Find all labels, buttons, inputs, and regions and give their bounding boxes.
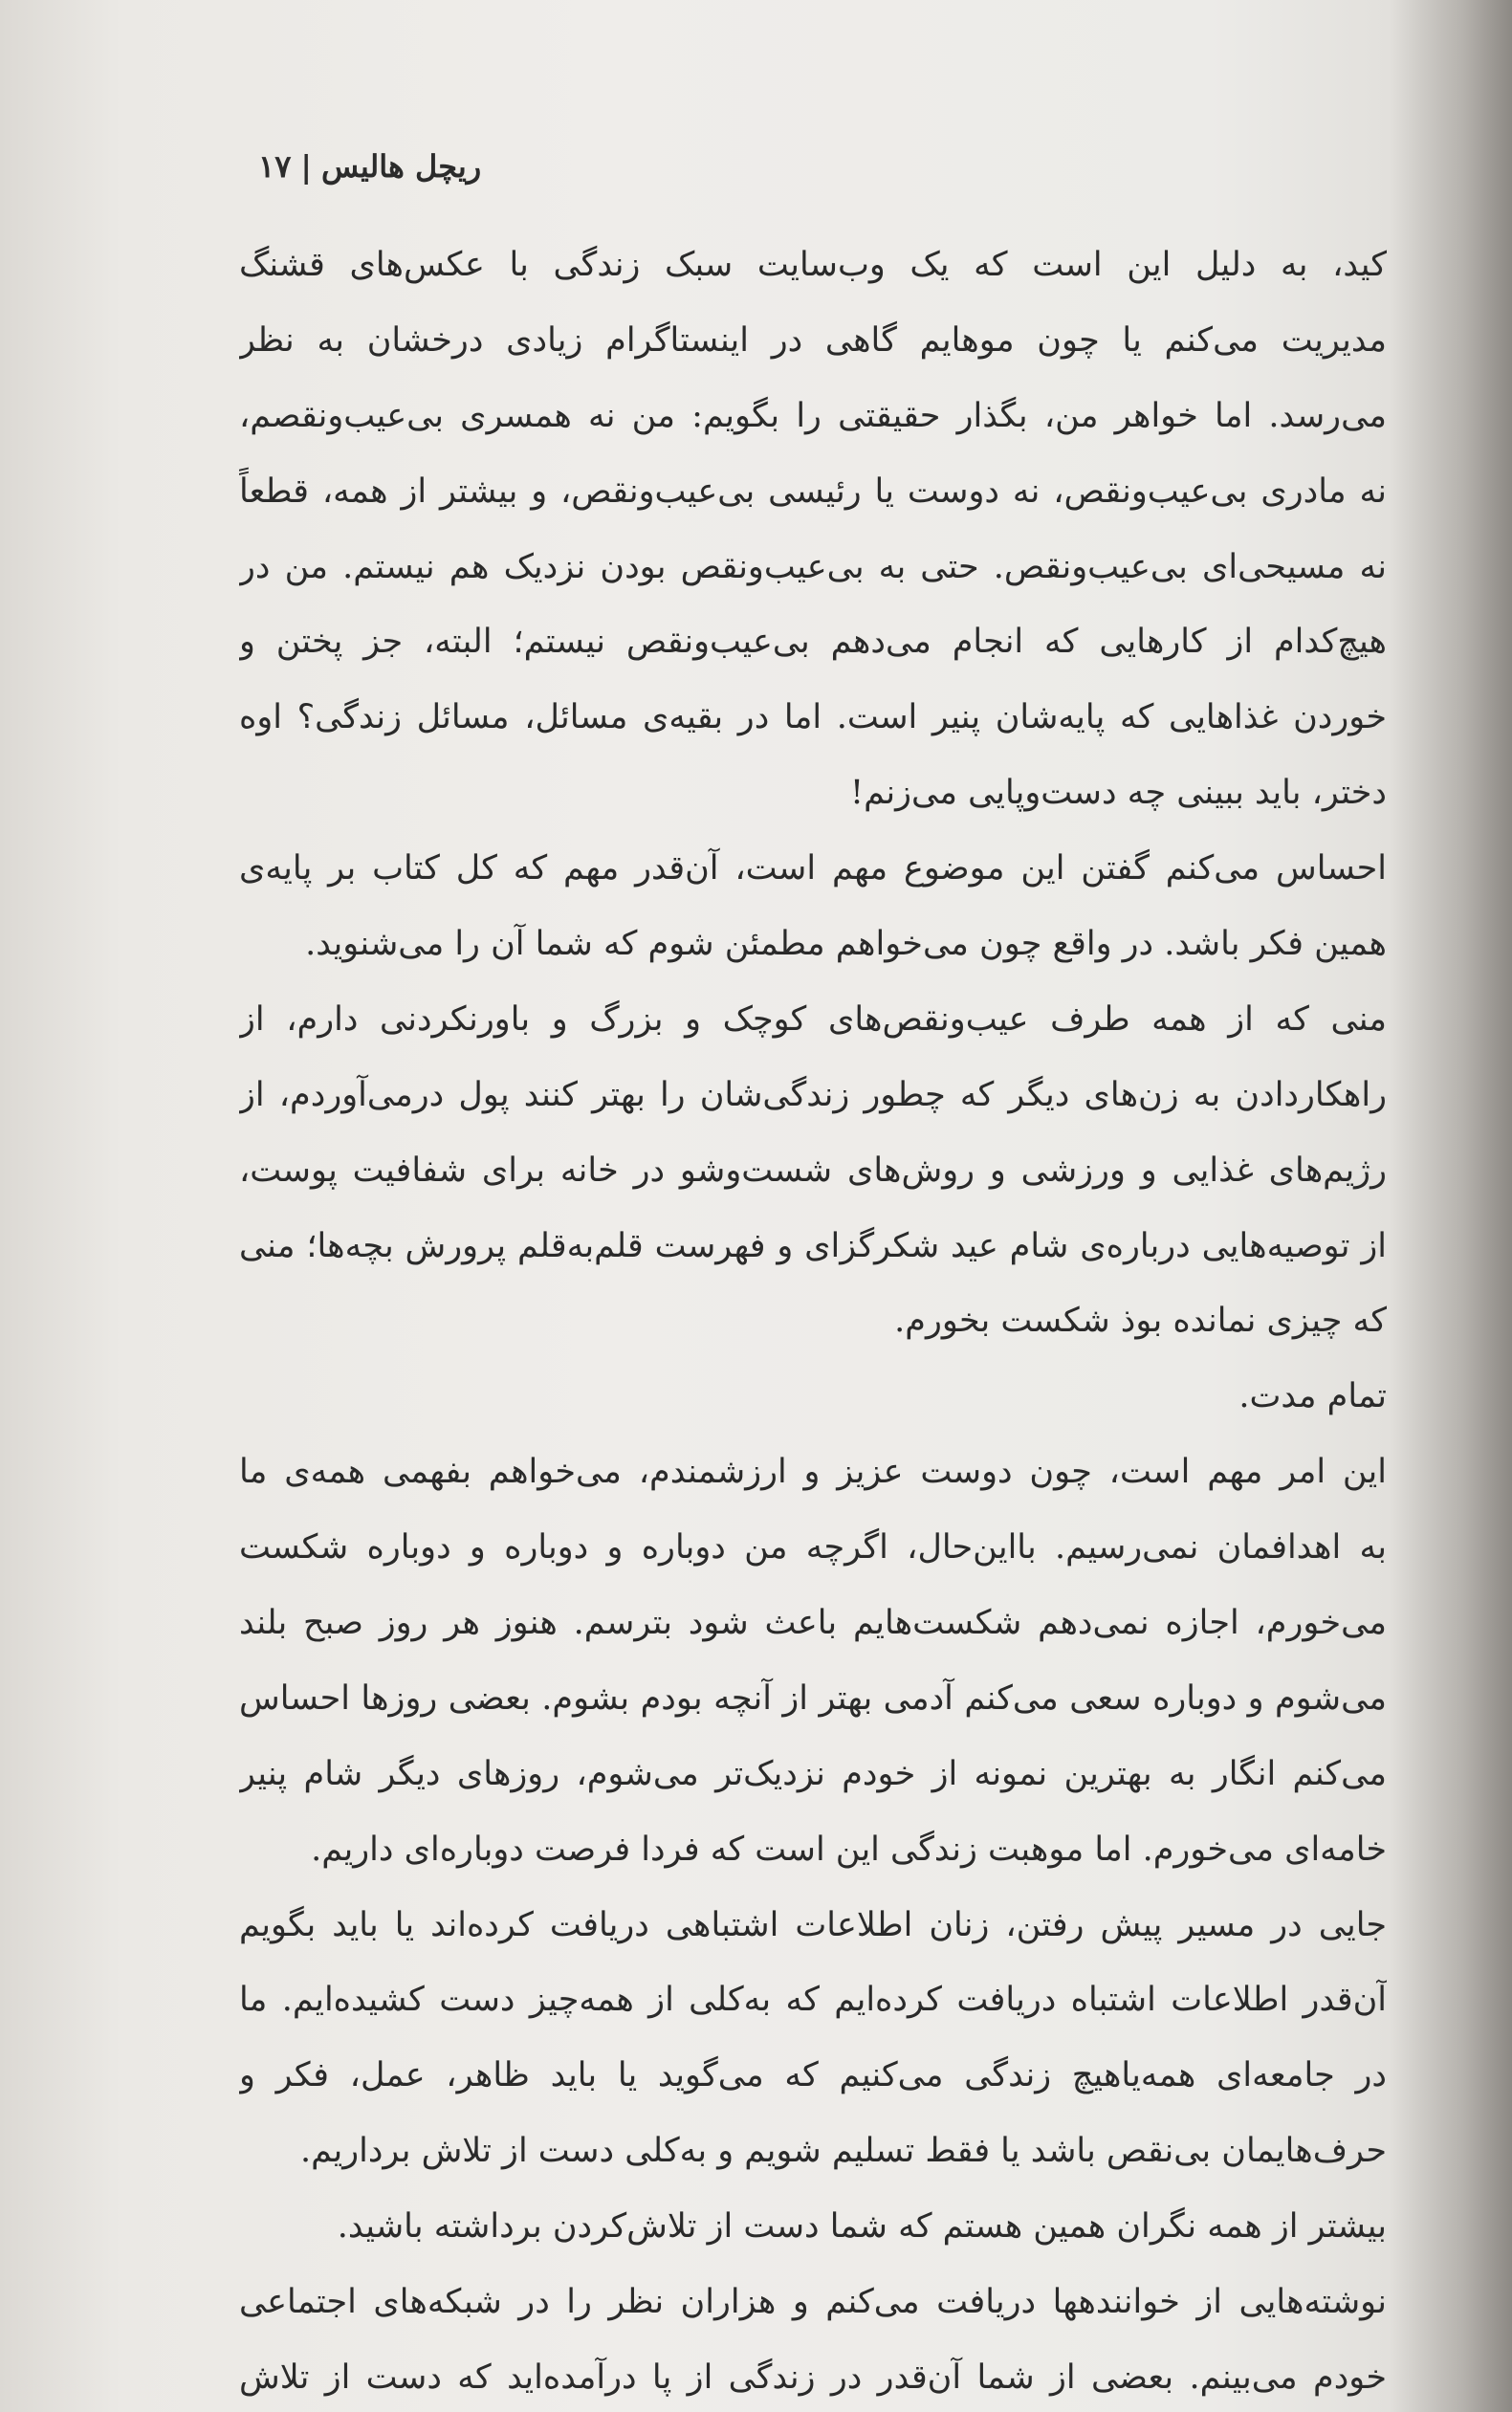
text-line: می‌شوم و دوباره سعی می‌کنم آدمی بهتر از آنچه بودم بشوم. بعضی روزها احساس <box>239 1678 1387 1718</box>
text-line: می‌خورم، اجازه نمی‌دهم شکست‌هایم باعث شود بترسم. هنوز هر روز صبح بلند <box>239 1604 1387 1643</box>
text-line: می‌رسد. اما خواهر من، بگذار حقیقتی را بگویم: من نه همسری بی‌عیب‌ونقصم، <box>239 396 1387 435</box>
text-line: نه مادری بی‌عیب‌ونقص، نه دوست یا رئیسی بی‌عیب‌ونقص، و بیشتر از همه، قطعاً <box>239 471 1387 511</box>
header-author: ریچل هالیس <box>321 148 482 185</box>
text-line: در جامعه‌ای همه‌یاهیچ زندگی می‌کنیم که می‌گوید یا باید ظاهر، عمل، فکر و <box>239 2056 1387 2095</box>
text-line: احساس می‌کنم گفتن این موضوع مهم است، آن‌قدر مهم که کل کتاب بر پایه‌ی <box>239 849 1387 888</box>
text-line: حرف‌هایمان بی‌نقص باشد یا فقط تسلیم شویم و به‌کلی دست از تلاش برداریم. <box>300 2132 1387 2171</box>
text-line: مدیریت می‌کنم یا چون موهایم گاهی در اینستاگرام زیادی درخشان به نظر <box>239 320 1387 360</box>
text-line: آن‌قدر اطلاعات اشتباه دریافت کرده‌ایم که به‌کلی از همه‌چیز دست کشیده‌ایم. ما <box>239 1981 1387 2020</box>
text-line: کید، به دلیل این است که یک وب‌سایت سبک زندگی با عکس‌های قشنگ <box>239 246 1387 284</box>
text-line: خودم می‌بینم. بعضی از شما آن‌قدر در زندگی از پا درآمده‌اید که دست از تلاش <box>239 2357 1387 2397</box>
text-line: همین فکر باشد. در واقع چون می‌خواهم مطمئن شوم که شما آن را می‌شنوید. <box>305 925 1387 964</box>
text-line: خوردن غذاهایی که پایه‌شان پنیر است. اما در بقیه‌ی مسائل، مسائل زندگی؟ اوه <box>239 698 1387 737</box>
text-line: می‌کنم انگار به بهترین نمونه از خودم نزدیک‌تر می‌شوم، روزهای دیگر شام پنیر <box>239 1754 1387 1793</box>
text-line: نه مسیحی‌ای بی‌عیب‌ونقص. حتی به بی‌عیب‌ونقص بودن نزدیک هم نیستم. من در <box>239 547 1387 586</box>
page-number: ۱۷ <box>258 148 292 185</box>
text-line: این امر مهم است، چون دوست عزیز و ارزشمندم، می‌خواهم بفهمی همه‌ی ما <box>239 1453 1387 1492</box>
text-line: نوشته‌هایی از خوانندهها دریافت می‌کنم و هزاران نظر را در شبکه‌های اجتماعی <box>239 2283 1387 2322</box>
header-separator: | <box>300 148 313 185</box>
body-text <box>239 228 1387 2412</box>
text-line: تمام مدت. <box>1238 1377 1387 1416</box>
text-line: هیچ‌کدام از کارهایی که انجام می‌دهم بی‌عیب‌ونقص نیستم؛ البته، جز پختن و <box>239 623 1387 662</box>
text-line: که چیزی نمانده بوذ شکست بخورم. <box>894 1302 1387 1341</box>
text-line: منی که از همه طرف عیب‌ونقص‌های کوچک و بزرگ و باورنکردنی دارم، از <box>239 999 1387 1039</box>
page-gutter-shadow <box>1388 0 1512 2412</box>
text-line: به اهدافمان نمی‌رسیم. بااین‌حال، اگرچه من دوباره و دوباره و دوباره شکست <box>239 1528 1387 1568</box>
running-header <box>258 148 481 185</box>
text-line: از توصیه‌هایی درباره‌ی شام عید شکرگزای و فهرست قلم‌به‌قلم پرورش بچه‌ها؛ منی <box>239 1226 1387 1265</box>
text-line: خامه‌ای می‌خورم. اما موهبت زندگی این است که فردا فرصت دوباره‌ای داریم. <box>311 1830 1387 1869</box>
text-line: دختر، باید ببینی چه دست‌وپایی می‌زنم! <box>850 774 1387 813</box>
text-line: راهکاردادن به زن‌های دیگر که چطور زندگی‌شان را بهتر کنند پول درمی‌آوردم، از <box>239 1075 1387 1114</box>
text-line: جایی در مسیر پیش رفتن، زنان اطلاعات اشتباهی دریافت کرده‌اند یا باید بگویم <box>239 1905 1387 1944</box>
text-line: بیشتر از همه نگران همین هستم که شما دست از تلاش‌کردن برداشته باشید. <box>337 2207 1387 2247</box>
text-line: رژیم‌های غذایی و ورزشی و روش‌های شست‌وشو در خانه برای شفافیت پوست، <box>239 1151 1387 1190</box>
